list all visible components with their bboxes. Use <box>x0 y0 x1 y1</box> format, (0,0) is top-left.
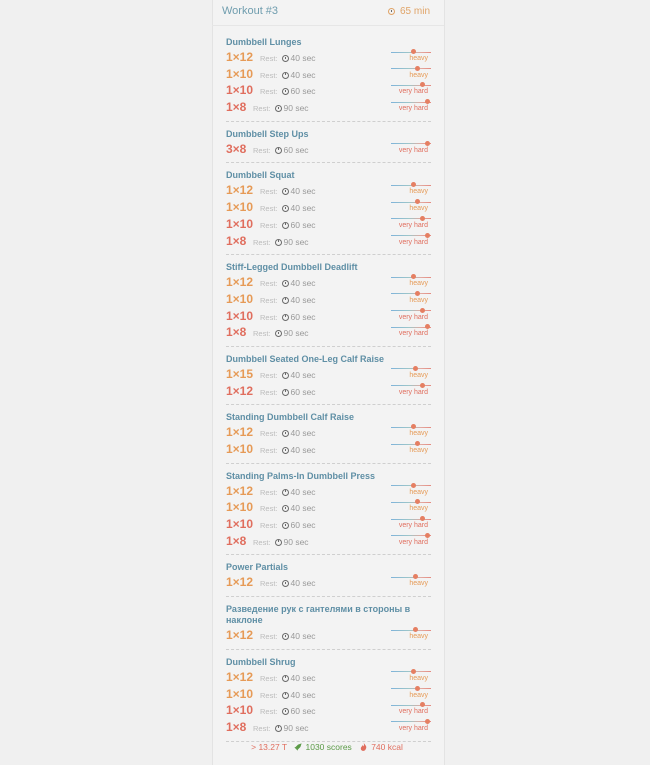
clock-icon <box>282 372 289 379</box>
intensity-label: very hard <box>398 724 428 732</box>
intensity-label: very hard <box>398 708 428 716</box>
set-rest <box>260 203 316 213</box>
workout-duration <box>388 6 430 17</box>
slider-handle[interactable] <box>411 49 416 54</box>
intensity-slider[interactable] <box>391 424 431 440</box>
intensity-slider[interactable] <box>391 516 431 532</box>
intensity-label: very hard <box>398 105 428 113</box>
rest-label: Rest: <box>260 295 278 305</box>
clock-icon <box>282 580 289 587</box>
slider-track <box>391 444 431 445</box>
exercise-list <box>226 37 431 749</box>
set-rest <box>253 328 309 338</box>
slider-handle[interactable] <box>411 483 416 488</box>
rest-value: 60 sec <box>290 219 316 230</box>
slider-handle[interactable] <box>420 308 425 313</box>
set-rest <box>260 487 316 497</box>
rest-value: 60 sec <box>290 386 316 397</box>
clock-icon <box>282 692 289 699</box>
rest-value: 60 sec <box>290 311 316 322</box>
set-row <box>226 669 431 686</box>
slider-handle[interactable] <box>425 719 430 724</box>
intensity-label: very hard <box>398 330 428 338</box>
intensity-slider[interactable] <box>391 199 431 215</box>
set-row <box>226 99 431 116</box>
intensity-slider[interactable] <box>391 49 431 65</box>
slider-track <box>391 577 431 578</box>
set-rest <box>260 86 316 96</box>
rest-value: 40 sec <box>290 578 316 589</box>
intensity-slider[interactable] <box>391 99 431 115</box>
clock-icon <box>275 539 282 546</box>
set-reps: 1×8 <box>226 325 247 340</box>
slider-handle[interactable] <box>420 702 425 707</box>
slider-handle[interactable] <box>413 574 418 579</box>
set-rest <box>253 537 309 547</box>
set-rest <box>253 237 309 247</box>
set-rest <box>260 387 316 397</box>
set-row <box>226 483 431 500</box>
intensity-label: very hard <box>398 388 428 396</box>
rest-value: 40 sec <box>290 503 316 514</box>
intensity-label: heavy <box>409 205 428 213</box>
set-reps: 1×10 <box>226 308 254 323</box>
exercise-name[interactable]: Standing Palms-In Dumbbell Press <box>226 470 376 481</box>
duration-value: 65 min <box>399 6 430 17</box>
intensity-slider[interactable] <box>391 233 431 249</box>
kcal-value: 740 kcal <box>371 742 403 752</box>
intensity-label: very hard <box>398 313 428 321</box>
intensity-slider[interactable] <box>391 499 431 515</box>
intensity-label: very hard <box>398 238 428 246</box>
set-rest <box>260 503 316 513</box>
intensity-label: heavy <box>409 71 428 79</box>
intensity-label: very hard <box>398 221 428 229</box>
header-divider <box>212 25 444 26</box>
rest-label: Rest: <box>260 220 278 230</box>
intensity-label: heavy <box>409 280 428 288</box>
exercise-name[interactable]: Standing Dumbbell Calf Raise <box>226 412 355 423</box>
rest-value: 40 sec <box>290 69 316 80</box>
slider-handle[interactable] <box>413 627 418 632</box>
set-reps: 1×12 <box>226 383 254 398</box>
intensity-label: very hard <box>398 88 428 96</box>
rest-label: Rest: <box>260 87 278 97</box>
set-reps: 1×12 <box>226 669 254 684</box>
exercise-name[interactable]: Stiff-Legged Dumbbell Deadlift <box>226 262 358 273</box>
rest-value: 40 sec <box>290 689 316 700</box>
set-rest <box>260 312 316 322</box>
slider-handle[interactable] <box>415 499 420 504</box>
clock-icon <box>282 222 289 229</box>
set-row <box>226 686 431 703</box>
clock-icon <box>282 708 289 715</box>
rest-label: Rest: <box>260 521 278 531</box>
intensity-slider[interactable] <box>391 441 431 457</box>
set-rest <box>253 103 309 113</box>
clock-icon <box>282 430 289 437</box>
exercise-block <box>226 262 431 347</box>
rest-label: Rest: <box>260 487 278 497</box>
intensity-label: heavy <box>409 505 428 513</box>
set-reps: 1×8 <box>226 100 247 115</box>
intensity-label: heavy <box>409 296 428 304</box>
slider-handle[interactable] <box>415 686 420 691</box>
intensity-slider[interactable] <box>391 483 431 499</box>
set-row <box>226 66 431 83</box>
slider-handle[interactable] <box>425 533 430 538</box>
slider-handle[interactable] <box>411 274 416 279</box>
slider-track <box>391 310 431 311</box>
rest-label: Rest: <box>253 723 271 733</box>
rest-label: Rest: <box>260 707 278 717</box>
clock-icon <box>282 522 289 529</box>
set-rest <box>260 370 316 380</box>
intensity-label: very hard <box>398 146 428 154</box>
set-row <box>226 516 431 533</box>
exercise-block <box>226 412 431 463</box>
intensity-slider[interactable] <box>391 366 431 382</box>
rest-label: Rest: <box>253 104 271 114</box>
clock-icon <box>282 205 289 212</box>
exercise-block <box>226 471 431 556</box>
rest-value: 90 sec <box>283 722 309 733</box>
intensity-slider[interactable] <box>391 627 431 643</box>
set-rest <box>260 520 316 530</box>
slider-handle[interactable] <box>425 141 430 146</box>
clock-icon <box>282 280 289 287</box>
set-reps: 1×10 <box>226 291 254 306</box>
clock-icon <box>282 633 289 640</box>
intensity-label: heavy <box>409 580 428 588</box>
exercise-name[interactable]: Dumbbell Lunges <box>226 37 302 47</box>
set-row <box>226 441 431 458</box>
set-reps: 1×10 <box>226 66 254 81</box>
set-row <box>226 627 431 644</box>
set-row <box>226 702 431 719</box>
intensity-label: heavy <box>409 447 428 454</box>
slider-track <box>391 688 431 689</box>
rest-label: Rest: <box>260 690 278 700</box>
rest-value: 60 sec <box>290 86 316 97</box>
set-row <box>226 233 431 250</box>
exercise-name[interactable]: Dumbbell Squat <box>226 170 295 181</box>
intensity-label: very hard <box>398 538 428 546</box>
intensity-slider[interactable] <box>391 574 431 590</box>
exercise-block <box>226 170 431 255</box>
rest-label: Rest: <box>260 279 278 289</box>
set-reps: 1×15 <box>226 366 254 381</box>
clock-icon <box>282 188 289 195</box>
set-row <box>226 499 431 516</box>
scores-stat <box>294 742 357 752</box>
intensity-slider[interactable] <box>391 324 431 340</box>
set-rest <box>260 673 316 683</box>
rest-label: Rest: <box>253 537 271 547</box>
exercise-block <box>226 604 431 650</box>
clock-icon <box>282 314 289 321</box>
clock-icon <box>282 389 289 396</box>
set-reps: 1×10 <box>226 83 254 98</box>
set-reps: 1×10 <box>226 703 254 718</box>
exercise-block <box>226 657 431 742</box>
intensity-slider[interactable] <box>391 141 431 157</box>
rest-label: Rest: <box>260 54 278 63</box>
rest-value: 40 sec <box>290 369 316 380</box>
rest-label: Rest: <box>253 329 271 339</box>
rest-label: Rest: <box>260 446 278 455</box>
exercise-name[interactable]: Dumbbell Shrug <box>226 656 296 667</box>
rest-label: Rest: <box>260 429 278 439</box>
set-row <box>226 199 431 216</box>
rest-label: Rest: <box>260 632 278 642</box>
slider-handle[interactable] <box>413 366 418 371</box>
clock-icon <box>282 489 289 496</box>
exercise-name[interactable]: Разведение рук с гантелями в стороны в наклоне <box>226 604 411 626</box>
workout-title: Workout #3 <box>222 5 279 17</box>
intensity-label: heavy <box>409 691 428 699</box>
set-reps: 1×10 <box>226 200 254 215</box>
clock-icon <box>282 675 289 682</box>
set-reps: 1×12 <box>226 275 254 290</box>
slider-track <box>391 202 431 203</box>
rest-label: Rest: <box>260 370 278 380</box>
clock-icon <box>282 88 289 95</box>
slider-handle[interactable] <box>415 199 420 204</box>
clock-icon <box>282 505 289 512</box>
slider-track <box>391 502 431 503</box>
intensity-slider[interactable] <box>391 383 431 399</box>
set-reps: 1×10 <box>226 500 254 515</box>
rest-value: 60 sec <box>283 144 309 155</box>
slider-track <box>391 68 431 69</box>
set-row <box>226 533 431 550</box>
set-rest <box>260 295 316 305</box>
slider-track <box>391 368 431 369</box>
tonnage-stat: > 13.27 T <box>251 742 288 752</box>
set-row <box>226 383 431 400</box>
set-rest <box>260 578 316 588</box>
intensity-label: heavy <box>409 488 428 496</box>
exercise-block <box>226 37 431 122</box>
set-rest <box>253 723 309 733</box>
set-rest <box>260 690 316 700</box>
intensity-label: heavy <box>409 371 428 379</box>
clock-icon <box>275 725 282 732</box>
set-reps: 1×12 <box>226 183 254 198</box>
set-rest <box>260 706 316 716</box>
slider-handle[interactable] <box>420 82 425 87</box>
rest-label: Rest: <box>260 504 278 514</box>
set-reps: 1×12 <box>226 628 254 643</box>
slider-track <box>391 85 431 86</box>
rest-label: Rest: <box>260 204 278 214</box>
slider-track <box>391 218 431 219</box>
clock-icon <box>388 8 395 15</box>
clock-icon <box>275 105 282 112</box>
set-rest <box>253 145 309 155</box>
intensity-label: heavy <box>409 430 428 438</box>
intensity-slider[interactable] <box>391 66 431 82</box>
rest-value: 40 sec <box>290 294 316 305</box>
rest-value: 40 sec <box>290 428 316 439</box>
rest-label: Rest: <box>260 187 278 197</box>
kcal-stat <box>360 742 405 752</box>
set-reps: 1×10 <box>226 442 254 456</box>
rocket-icon <box>294 743 302 751</box>
set-rest <box>260 186 316 196</box>
rest-value: 40 sec <box>290 186 316 197</box>
slider-handle[interactable] <box>415 291 420 296</box>
intensity-slider[interactable] <box>391 182 431 198</box>
exercise-block <box>226 129 431 164</box>
set-row <box>226 291 431 308</box>
clock-icon <box>282 447 289 454</box>
exercise-name[interactable]: Power Partials <box>226 562 289 573</box>
exercise-block <box>226 354 431 405</box>
set-row <box>226 274 431 291</box>
set-reps: 1×12 <box>226 575 254 590</box>
rest-label: Rest: <box>253 145 271 155</box>
intensity-label: heavy <box>409 55 428 62</box>
slider-track <box>391 519 431 520</box>
intensity-label: heavy <box>409 188 428 196</box>
set-reps: 3×8 <box>226 141 247 156</box>
slider-handle[interactable] <box>425 99 430 104</box>
rest-value: 40 sec <box>290 203 316 214</box>
rest-value: 60 sec <box>290 706 316 717</box>
rest-label: Rest: <box>260 673 278 683</box>
rest-value: 40 sec <box>290 278 316 289</box>
workout-header <box>222 5 430 21</box>
set-rest <box>260 445 316 455</box>
set-row <box>226 82 431 99</box>
slider-track <box>391 385 431 386</box>
clock-icon <box>275 239 282 246</box>
intensity-slider[interactable] <box>391 274 431 290</box>
intensity-slider[interactable] <box>391 216 431 232</box>
rest-value: 40 sec <box>290 672 316 683</box>
intensity-label: heavy <box>409 633 428 641</box>
set-reps: 1×10 <box>226 517 254 532</box>
flame-icon <box>360 742 367 751</box>
rest-value: 90 sec <box>283 236 309 247</box>
set-row <box>226 308 431 325</box>
scores-value: 1030 scores <box>305 742 352 752</box>
intensity-slider[interactable] <box>391 82 431 98</box>
rest-label: Rest: <box>260 579 278 589</box>
set-reps: 1×8 <box>226 719 247 734</box>
clock-icon <box>282 297 289 304</box>
clock-icon <box>282 55 289 62</box>
slider-handle[interactable] <box>420 216 425 221</box>
rest-label: Rest: <box>260 387 278 397</box>
intensity-label: very hard <box>398 522 428 530</box>
intensity-slider[interactable] <box>391 533 431 549</box>
set-rest <box>260 631 316 641</box>
set-row <box>226 49 431 66</box>
slider-track <box>391 293 431 294</box>
slider-handle[interactable] <box>411 669 416 674</box>
clock-icon <box>282 72 289 79</box>
slider-handle[interactable] <box>411 182 416 187</box>
rest-label: Rest: <box>260 312 278 322</box>
rest-value: 40 sec <box>290 53 316 63</box>
set-reps: 1×10 <box>226 216 254 231</box>
rest-value: 90 sec <box>283 103 309 114</box>
rest-value: 90 sec <box>283 536 309 547</box>
exercise-name[interactable]: Dumbbell Step Ups <box>226 128 309 139</box>
intensity-slider[interactable] <box>391 291 431 307</box>
set-row <box>226 216 431 233</box>
workout-stats <box>212 742 444 752</box>
rest-label: Rest: <box>253 237 271 247</box>
intensity-label: heavy <box>409 674 428 682</box>
slider-handle[interactable] <box>425 324 430 329</box>
intensity-slider[interactable] <box>391 669 431 685</box>
set-rest <box>260 220 316 230</box>
set-row <box>226 719 431 736</box>
exercise-block <box>226 562 431 597</box>
set-reps: 1×8 <box>226 533 247 548</box>
set-rest <box>260 53 316 63</box>
slider-handle[interactable] <box>415 66 420 71</box>
set-row <box>226 424 431 441</box>
rest-value: 40 sec <box>290 631 316 642</box>
set-reps: 1×8 <box>226 233 247 248</box>
rest-value: 40 sec <box>290 486 316 497</box>
set-row <box>226 324 431 341</box>
slider-handle[interactable] <box>420 383 425 388</box>
set-reps: 1×12 <box>226 50 254 64</box>
set-rest <box>260 278 316 288</box>
set-rest <box>260 428 316 438</box>
slider-track <box>391 630 431 631</box>
slider-handle[interactable] <box>411 424 416 429</box>
set-row <box>226 574 431 591</box>
set-reps: 1×12 <box>226 483 254 498</box>
intensity-slider[interactable] <box>391 686 431 702</box>
rest-label: Rest: <box>260 70 278 80</box>
set-reps: 1×10 <box>226 686 254 701</box>
set-row <box>226 366 431 383</box>
set-row <box>226 182 431 199</box>
set-rest <box>260 70 316 80</box>
intensity-slider[interactable] <box>391 719 431 735</box>
rest-value: 90 sec <box>283 328 309 339</box>
clock-icon <box>275 147 282 154</box>
rest-value: 40 sec <box>290 445 316 455</box>
clock-icon <box>275 330 282 337</box>
intensity-slider[interactable] <box>391 702 431 718</box>
set-row <box>226 141 431 158</box>
slider-handle[interactable] <box>415 441 420 446</box>
slider-handle[interactable] <box>425 233 430 238</box>
intensity-slider[interactable] <box>391 308 431 324</box>
rest-value: 60 sec <box>290 520 316 531</box>
exercise-name[interactable]: Dumbbell Seated One-Leg Calf Raise <box>226 353 385 364</box>
set-reps: 1×12 <box>226 425 254 440</box>
slider-track <box>391 705 431 706</box>
slider-handle[interactable] <box>420 516 425 521</box>
